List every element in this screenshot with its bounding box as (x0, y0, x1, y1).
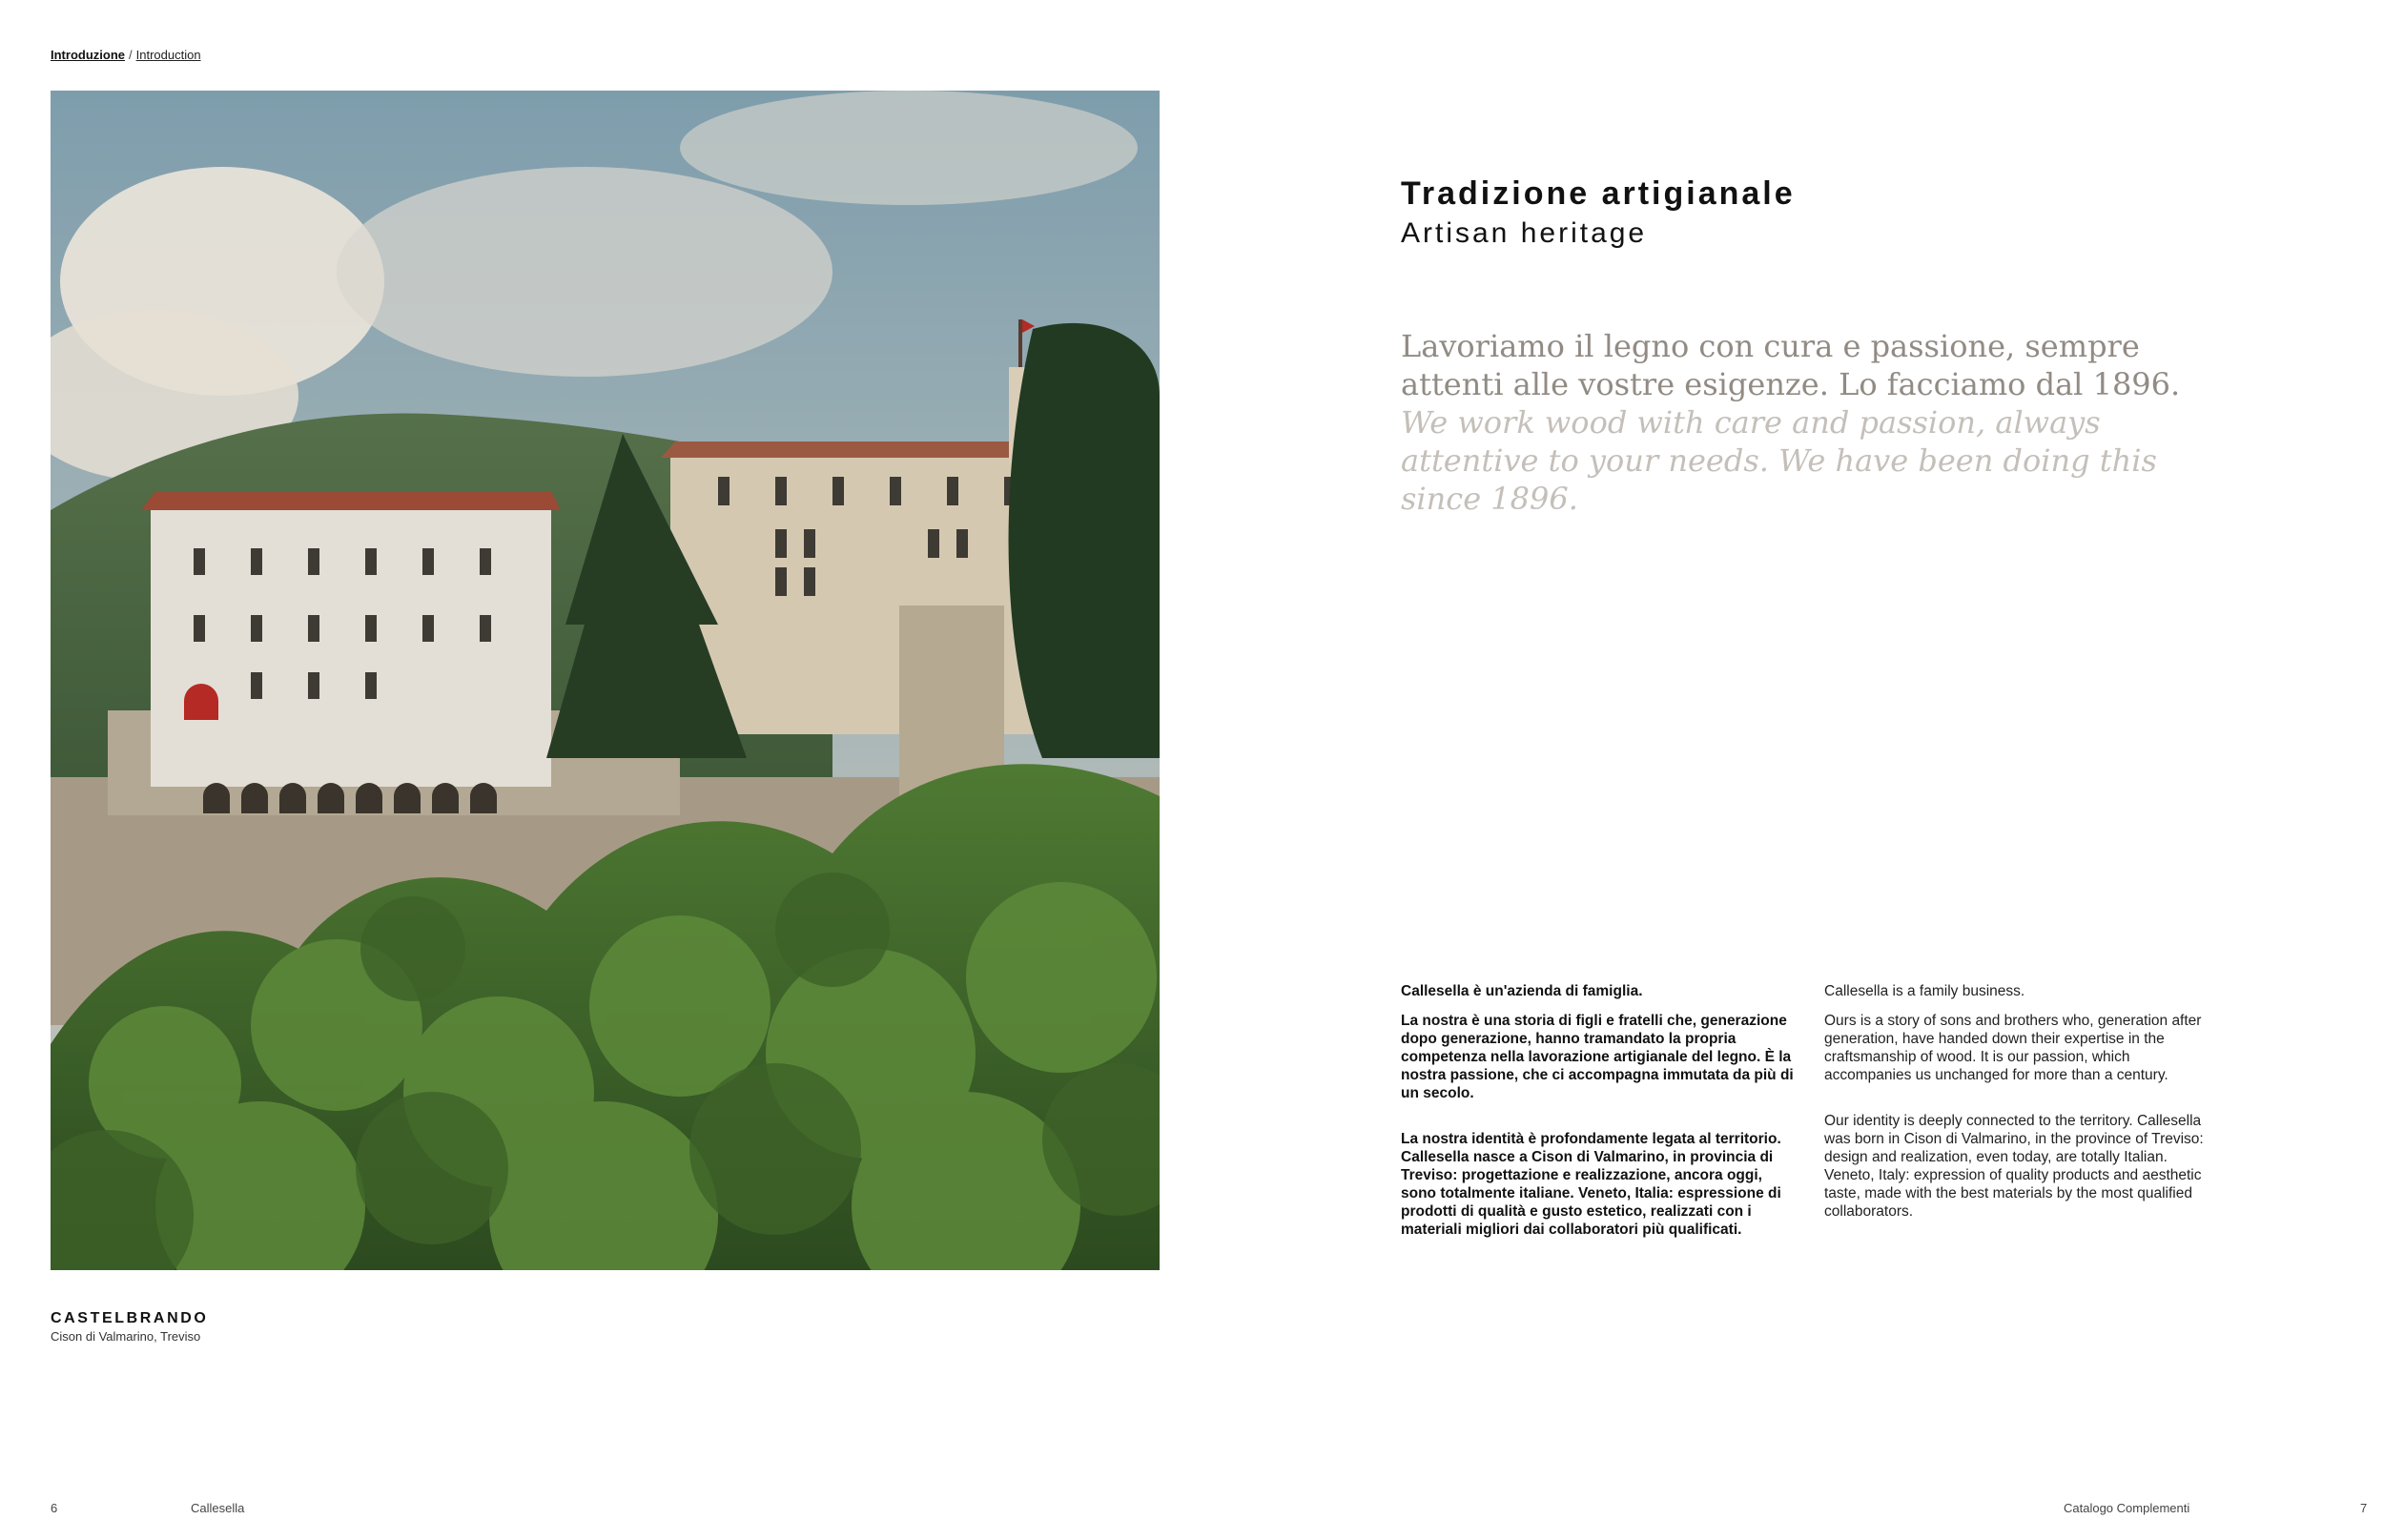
body-paragraph: Callesella is a family business. (1824, 983, 2025, 999)
castle-illustration (51, 91, 1160, 1270)
heading-italian: Tradizione artigianale (1401, 175, 1796, 212)
breadcrumb-link-introduction[interactable]: Introduction (135, 48, 201, 62)
pull-quote (1401, 327, 2240, 518)
section-heading (1401, 175, 1796, 253)
caption-subtitle: Cison di Valmarino, Treviso (51, 1329, 201, 1344)
heading-english: Artisan heritage (1401, 217, 1648, 249)
body-paragraph: Our identity is deeply connected to the territory. Callesella was born in Cison di Valmarino, in the province of Treviso: design and realization, even today, are totally Italian. Veneto, Italy: expression of quality products and aesthetic taste, made with the best materials by the most qualified collaborators. (1824, 1113, 2204, 1220)
body-column-english (1824, 982, 2220, 1232)
footer-catalog-title: Catalogo Complementi (2064, 1501, 2190, 1515)
footer-brand: Callesella (191, 1501, 245, 1515)
quote-english: We work wood with care and passion, always attentive to your needs. We have been doing this since 1896. (1401, 404, 2157, 517)
body-paragraph: La nostra identità è profondamente legata al territorio. Callesella nasce a Cison di Valmarino, in provincia di Treviso: progettazione e realizzazione, ancora oggi, sono totalmente italiane. Veneto, Italia: espressione di prodotti di qualità e gusto estetico, realizzati con i materiali migliori dai collaboratori più qualificati. (1401, 1131, 1781, 1238)
body-paragraph: Ours is a story of sons and brothers who, generation after generation, have handed down their expertise in the craftsmanship of wood. It is our passion, which accompanies us unchanged for more than a century. (1824, 1013, 2202, 1083)
breadcrumb (51, 48, 201, 62)
breadcrumb-separator: / (129, 48, 133, 62)
quote-italian: Lavoriamo il legno con cura e passione, sempre attenti alle vostre esigenze. Lo facciamo dal 1896. (1401, 328, 2181, 402)
page-number-right: 7 (2360, 1501, 2368, 1515)
body-paragraph: Callesella è un'azienda di famiglia. (1401, 983, 1643, 999)
body-column-italian (1401, 982, 1797, 1250)
body-paragraph: La nostra è una storia di figli e fratelli che, generazione dopo generazione, hanno tramandato la propria competenza nella lavorazione artigianale del legno. È la nostra passione, che ci accompagna immutata da più di un secolo. (1401, 1013, 1794, 1101)
breadcrumb-current[interactable]: Introduzione (51, 48, 125, 62)
photo-caption (51, 1310, 208, 1344)
castle-photo (51, 91, 1160, 1270)
caption-title: CASTELBRANDO (51, 1310, 209, 1326)
page-number-left: 6 (51, 1501, 58, 1515)
